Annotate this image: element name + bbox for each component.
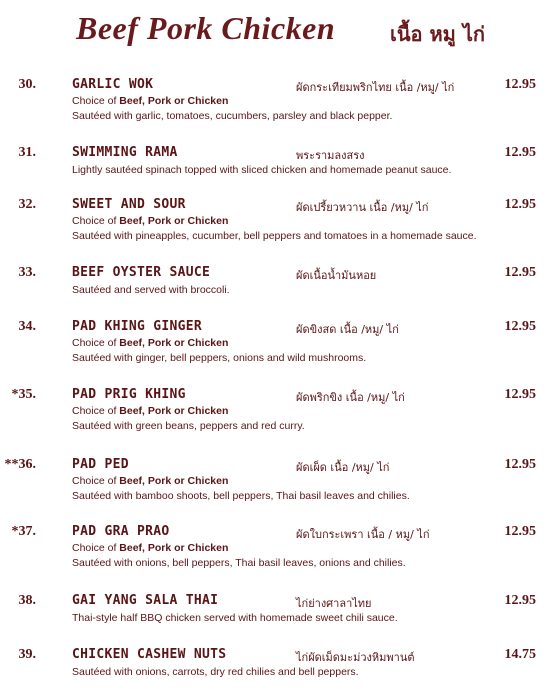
item-number: 38. xyxy=(18,593,36,608)
item-price: 12.95 xyxy=(504,387,536,402)
item-number: 34. xyxy=(18,319,36,334)
item-description: Sautéed with pineapples, cucumber, bell peppers and tomatoes in a homemade sauce. xyxy=(72,230,477,242)
item-thai-name: ผัดเปรี้ยวหวาน เนื้อ /หมู/ ไก่ xyxy=(296,201,429,214)
item-number: 32. xyxy=(18,197,36,212)
choice-prefix: Choice of xyxy=(72,95,120,107)
item-thai-name: ไก่ผัดเม็ดมะม่วงหิมพานต์ xyxy=(296,651,415,664)
item-price: 12.95 xyxy=(504,524,536,539)
item-choice xyxy=(72,542,228,554)
item-name: PAD GRA PRAO xyxy=(72,524,170,539)
item-number: 39. xyxy=(18,647,36,662)
item-description: Sautéed with onions, carrots, dry red chilies and bell peppers. xyxy=(72,666,359,678)
item-price: 12.95 xyxy=(504,197,536,212)
choice-options: Beef, Pork or Chicken xyxy=(119,95,229,107)
choice-prefix: Choice of xyxy=(72,542,120,554)
item-thai-name: ผัดใบกระเพรา เนื้อ / หมู/ ไก่ xyxy=(296,528,430,541)
item-number: 33. xyxy=(18,265,36,280)
item-thai-name: พระรามลงสรง xyxy=(296,149,365,162)
item-name: SWIMMING RAMA xyxy=(72,145,178,160)
item-name: PAD PRIG KHING xyxy=(72,387,186,402)
item-description: Sautéed with ginger, bell peppers, onions and wild mushrooms. xyxy=(72,352,367,364)
choice-options: Beef, Pork or Chicken xyxy=(119,542,229,554)
item-name: PAD KHING GINGER xyxy=(72,319,203,334)
item-thai-name: ผัดเผ็ด เนื้อ /หมู/ ไก่ xyxy=(296,461,390,474)
item-description: Sautéed with bamboo shoots, bell peppers, Thai basil leaves and chilies. xyxy=(72,490,410,502)
item-name: GARLIC WOK xyxy=(72,77,154,92)
item-price: 12.95 xyxy=(504,145,536,160)
item-name: GAI YANG SALA THAI xyxy=(72,593,219,608)
choice-options: Beef, Pork or Chicken xyxy=(119,337,229,349)
item-description: Sautéed with garlic, tomatoes, cucumbers, parsley and black pepper. xyxy=(72,110,393,122)
item-description: Sautéed and served with broccoli. xyxy=(72,284,230,296)
item-number: *35. xyxy=(11,387,36,402)
item-thai-name: ผัดพริกขิง เนื้อ /หมู/ ไก่ xyxy=(296,391,405,404)
choice-prefix: Choice of xyxy=(72,475,120,487)
page-title: Beef Pork Chicken xyxy=(76,10,336,46)
item-price: 12.95 xyxy=(504,457,536,472)
item-name: SWEET AND SOUR xyxy=(72,197,186,212)
page-title-thai: เนื้อ หมู ไก่ xyxy=(390,22,485,46)
choice-options: Beef, Pork or Chicken xyxy=(119,475,229,487)
item-description: Sautéed with green beans, peppers and red curry. xyxy=(72,420,305,432)
item-price: 12.95 xyxy=(504,77,536,92)
item-price: 14.75 xyxy=(504,647,536,662)
choice-options: Beef, Pork or Chicken xyxy=(119,405,229,417)
item-thai-name: ผัดเนื้อน้ำมันหอย xyxy=(296,269,377,282)
item-choice xyxy=(72,475,228,487)
item-choice xyxy=(72,215,228,227)
item-thai-name: ไก่ย่างศาลาไทย xyxy=(296,597,372,610)
item-choice xyxy=(72,337,228,349)
item-thai-name: ผัดกระเทียมพริกไทย เนื้อ /หมู/ ไก่ xyxy=(296,81,455,94)
item-name: PAD PED xyxy=(72,457,129,472)
item-number: 30. xyxy=(18,77,36,92)
item-number: 31. xyxy=(18,145,36,160)
item-price: 12.95 xyxy=(504,593,536,608)
item-price: 12.95 xyxy=(504,265,536,280)
choice-options: Beef, Pork or Chicken xyxy=(119,215,229,227)
item-number: **36. xyxy=(4,457,36,472)
choice-prefix: Choice of xyxy=(72,405,120,417)
item-description: Sautéed with onions, bell peppers, Thai basil leaves, onions and chilies. xyxy=(72,557,406,569)
item-description: Thai-style half BBQ chicken served with homemade sweet chili sauce. xyxy=(72,612,398,624)
item-name: BEEF OYSTER SAUCE xyxy=(72,265,211,280)
item-description: Lightly sautéed spinach topped with sliced chicken and homemade peanut sauce. xyxy=(72,164,452,176)
item-price: 12.95 xyxy=(504,319,536,334)
page-header xyxy=(0,8,553,54)
choice-prefix: Choice of xyxy=(72,215,120,227)
item-number: *37. xyxy=(11,524,36,539)
item-thai-name: ผัดขิงสด เนื้อ /หมู/ ไก่ xyxy=(296,323,399,336)
choice-prefix: Choice of xyxy=(72,337,120,349)
item-name: CHICKEN CASHEW NUTS xyxy=(72,647,227,662)
item-choice xyxy=(72,95,228,107)
item-choice xyxy=(72,405,228,417)
